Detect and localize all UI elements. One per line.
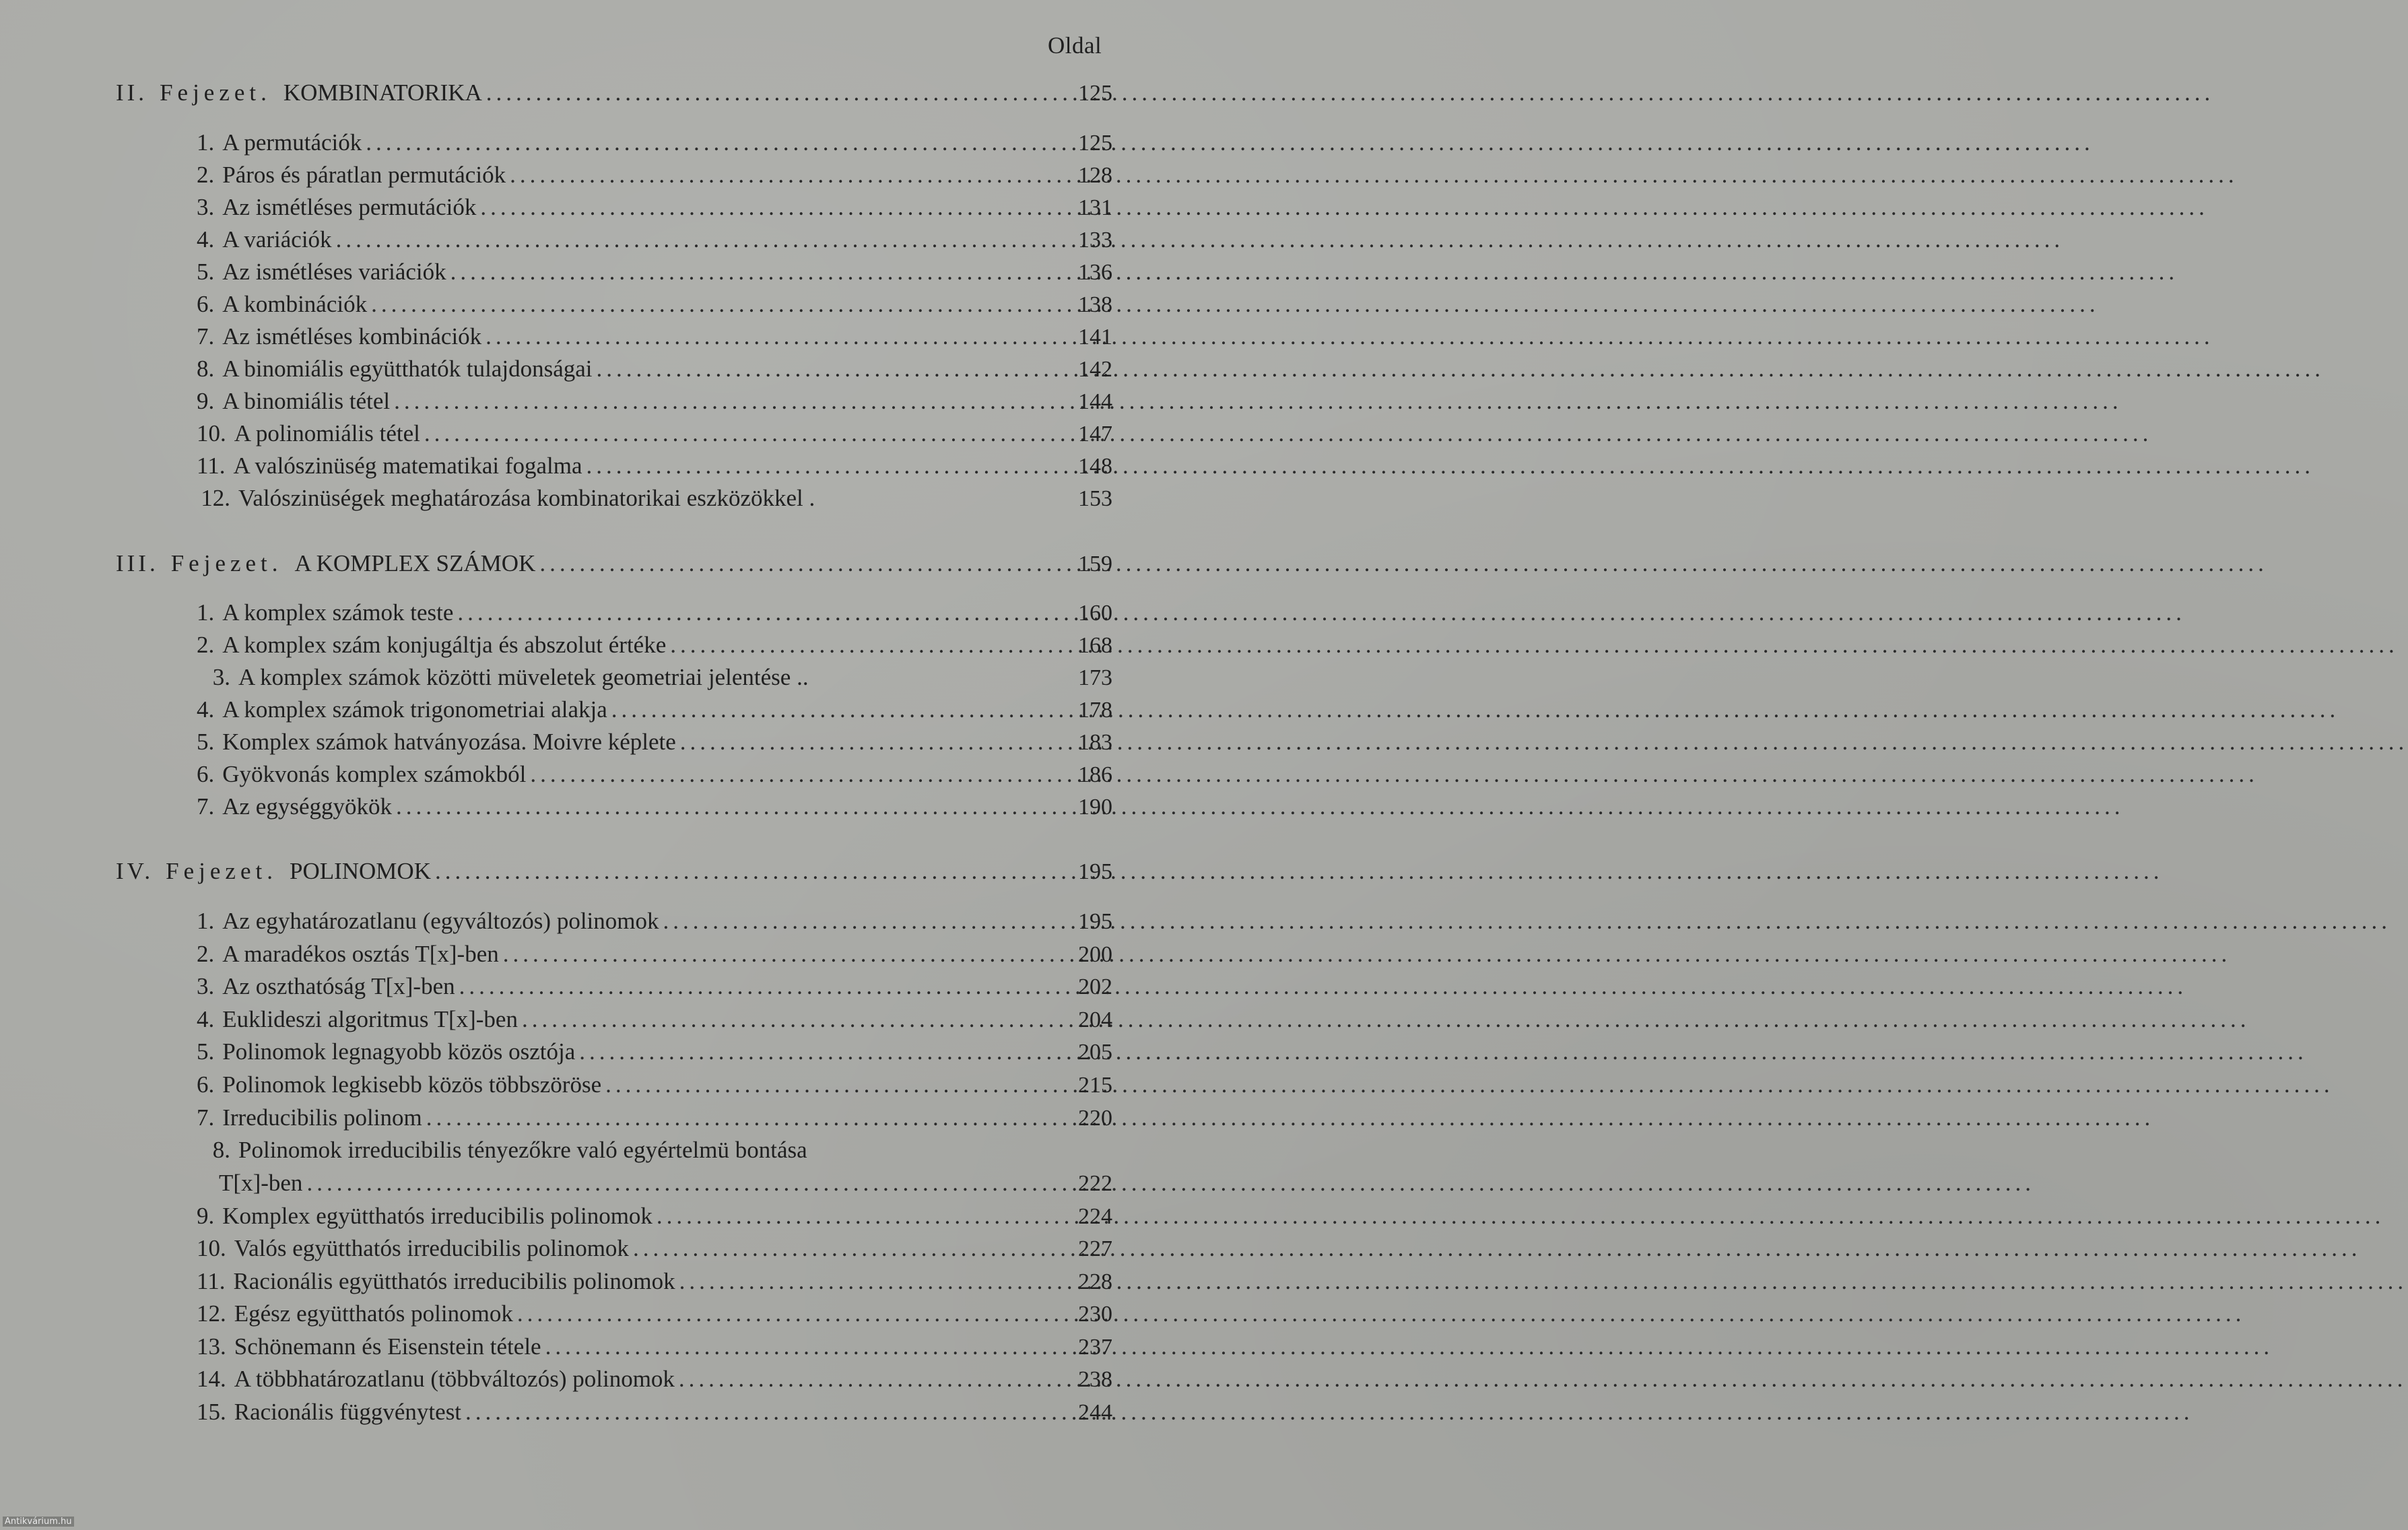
chapter-title: A KOMPLEX SZÁMOK — [294, 550, 536, 576]
toc-item — [197, 1006, 1112, 1038]
item-title: A többhatározatlanu (többváltozós) polinomok — [234, 1366, 675, 1392]
toc-item — [197, 941, 1112, 973]
item-number: 13. — [197, 1333, 226, 1360]
leader-dots — [663, 908, 1034, 935]
chapter-heading-iv — [116, 858, 1112, 890]
item-page: 195 — [1078, 909, 1112, 934]
item-number: 10. — [197, 420, 226, 446]
leader-dots — [396, 793, 1034, 820]
item-title-continuation: T[x]-ben — [219, 1170, 303, 1196]
chapter-word: Fejezet. — [166, 858, 277, 884]
item-title: A kombinációk — [222, 291, 368, 317]
item-title: Valós együtthatós irreducibilis polinomok — [234, 1235, 629, 1261]
chapter-roman: IV. — [116, 858, 154, 884]
item-page: 238 — [1078, 1367, 1112, 1392]
chapter-word: Fejezet. — [170, 550, 283, 576]
item-number: 4. — [197, 226, 215, 253]
item-page: 202 — [1078, 974, 1112, 999]
item-page: 125 — [1078, 131, 1112, 156]
item-page: 205 — [1078, 1040, 1112, 1065]
toc-item — [197, 664, 1112, 696]
item-title: Páros és páratlan permutációk — [222, 162, 506, 188]
toc-item — [197, 323, 1112, 356]
item-page: 183 — [1078, 730, 1112, 755]
item-title: A komplex számok teste — [222, 599, 454, 626]
item-number: 2. — [197, 941, 215, 967]
item-page: 128 — [1078, 163, 1112, 188]
item-page: 144 — [1078, 389, 1112, 414]
chapter-page: 125 — [1078, 81, 1112, 106]
item-number: 11. — [197, 453, 226, 479]
item-page: 142 — [1078, 357, 1112, 382]
chapter-word: Fejezet. — [160, 79, 271, 106]
leader-dots — [530, 761, 1034, 788]
leader-dots — [522, 1006, 1034, 1033]
item-number: 9. — [197, 1203, 215, 1229]
toc-item — [197, 1071, 1112, 1104]
toc-item — [197, 973, 1112, 1005]
leader-dots — [486, 323, 1034, 350]
leader-dots — [426, 1104, 1034, 1131]
item-page: 227 — [1078, 1236, 1112, 1261]
leader-dots — [450, 259, 1034, 286]
item-title: Komplex együtthatós irreducibilis polinomok — [222, 1203, 653, 1229]
item-title: A komplex számok közötti müveletek geometriai jelentése .. — [238, 664, 809, 690]
item-title: Az egységgyökök — [222, 793, 393, 820]
toc-item — [197, 194, 1112, 226]
item-title: Euklideszi algoritmus T[x]-ben — [222, 1006, 518, 1032]
toc-item — [197, 356, 1112, 388]
item-title: A valószinüség matematikai fogalma — [233, 453, 582, 479]
toc-item — [197, 908, 1112, 940]
item-number: 6. — [197, 291, 215, 317]
item-page: 228 — [1078, 1269, 1112, 1294]
item-number: 5. — [197, 729, 215, 755]
item-page: 237 — [1078, 1335, 1112, 1360]
toc-item — [197, 259, 1112, 291]
leader-dots — [587, 453, 1035, 479]
toc-item — [197, 162, 1112, 194]
item-page: 173 — [1078, 665, 1112, 690]
toc-item-multiline — [197, 1137, 1112, 1169]
chapter-title: KOMBINATORIKA — [283, 79, 482, 106]
item-number: 9. — [197, 388, 215, 414]
item-number: 6. — [197, 1071, 215, 1098]
toc-item — [197, 729, 1112, 761]
item-title: A binomiális tétel — [222, 388, 391, 414]
toc-item — [197, 1366, 1112, 1398]
item-title: Az egyhatározatlanu (egyváltozós) polinomok — [222, 908, 659, 934]
item-number: 2. — [197, 162, 215, 188]
chapter-title: POLINOMOK — [289, 858, 431, 884]
toc-page — [0, 0, 1147, 1530]
toc-item — [197, 793, 1112, 826]
leader-dots — [633, 1235, 1034, 1262]
leader-dots — [503, 941, 1034, 968]
item-page: 186 — [1078, 762, 1112, 787]
toc-item — [197, 1268, 1112, 1300]
toc-item — [197, 1038, 1112, 1071]
item-page: 153 — [1078, 486, 1112, 511]
item-number: 1. — [197, 599, 215, 626]
toc-item — [197, 1300, 1112, 1333]
item-title: Az oszthatóság T[x]-ben — [222, 973, 455, 999]
leader-dots — [480, 194, 1034, 221]
item-title: A permutációk — [222, 129, 362, 156]
leader-dots — [486, 79, 1034, 106]
toc-item — [197, 453, 1112, 485]
chapter-heading-ii — [116, 79, 1112, 112]
item-page: 148 — [1078, 454, 1112, 479]
item-number: 6. — [197, 761, 215, 787]
item-title: Racionális együtthatós irreducibilis polinomok — [233, 1268, 675, 1294]
toc-item — [197, 1235, 1112, 1267]
item-number: 12. — [201, 485, 230, 511]
leader-dots — [596, 356, 1034, 382]
item-number: 4. — [197, 696, 215, 723]
item-page: 133 — [1078, 228, 1112, 253]
item-number: 7. — [197, 793, 215, 820]
toc-item — [197, 291, 1112, 323]
toc-item — [197, 696, 1112, 729]
item-number: 8. — [197, 356, 215, 382]
leader-dots — [306, 1170, 1034, 1197]
page-column-header: Oldal — [1048, 32, 1102, 59]
chapter-heading-iii — [116, 550, 1112, 583]
leader-dots — [657, 1203, 1034, 1230]
item-title: Komplex számok hatványozása. Moivre képlete — [222, 729, 676, 755]
item-page: 131 — [1078, 195, 1112, 220]
item-number: 1. — [197, 129, 215, 156]
item-number: 11. — [197, 1268, 226, 1294]
item-title: Valószinüségek meghatározása kombinatorikai eszközökkel . — [238, 485, 815, 511]
item-title: Schönemann és Eisenstein tétele — [234, 1333, 541, 1360]
item-page: 178 — [1078, 698, 1112, 723]
item-number: 7. — [197, 323, 215, 350]
toc-item — [197, 226, 1112, 259]
chapter-page: 195 — [1078, 859, 1112, 884]
item-page: 224 — [1078, 1204, 1112, 1229]
item-page: 222 — [1078, 1171, 1112, 1196]
item-title: Egész együtthatós polinomok — [234, 1300, 513, 1327]
item-number: 14. — [197, 1366, 226, 1392]
leader-dots — [517, 1300, 1034, 1327]
item-number: 5. — [197, 1038, 215, 1065]
item-number: 7. — [197, 1104, 215, 1131]
item-page: 141 — [1078, 325, 1112, 350]
item-title: Irreducibilis polinom — [222, 1104, 422, 1131]
toc-item — [197, 632, 1112, 664]
item-number: 3. — [197, 194, 215, 220]
item-title: Gyökvonás komplex számokból — [222, 761, 527, 787]
leader-dots — [457, 599, 1034, 626]
item-number: 12. — [197, 1300, 226, 1327]
leader-dots — [579, 1038, 1034, 1065]
toc-item-continuation — [197, 1170, 1112, 1202]
toc-item — [197, 485, 1112, 517]
toc-item — [197, 129, 1112, 162]
item-page: 147 — [1078, 422, 1112, 446]
leader-dots — [336, 226, 1034, 253]
leader-dots — [680, 729, 1034, 756]
item-title: A polinomiális tétel — [234, 420, 420, 446]
leader-dots — [679, 1268, 1034, 1295]
item-number: 8. — [212, 1137, 230, 1163]
leader-dots — [510, 162, 1034, 189]
item-page: 160 — [1078, 601, 1112, 626]
item-title: Polinomok legnagyobb közös osztója — [222, 1038, 576, 1065]
item-title: A variációk — [222, 226, 332, 253]
leader-dots — [371, 291, 1034, 318]
item-title: Az ismétléses permutációk — [222, 194, 477, 220]
item-number: 4. — [197, 1006, 215, 1032]
watermark: Antikvárium.hu — [3, 1517, 74, 1527]
item-page: 168 — [1078, 633, 1112, 658]
item-title: A binomiális együtthatók tulajdonságai — [222, 356, 593, 382]
toc-item — [197, 1203, 1112, 1235]
item-title: Polinomok irreducibilis tényezőkre való egyértelmü bontása — [238, 1137, 807, 1163]
item-title: A maradékos osztás T[x]-ben — [222, 941, 499, 967]
item-number: 5. — [197, 259, 215, 285]
item-title: Polinomok legkisebb közös többszöröse — [222, 1071, 602, 1098]
item-title: A komplex számok trigonometriai alakja — [222, 696, 607, 723]
item-page: 190 — [1078, 795, 1112, 820]
leader-dots — [670, 632, 1034, 659]
item-title: Az ismétléses kombinációk — [222, 323, 482, 350]
item-title: A komplex szám konjugáltja és abszolut értéke — [222, 632, 667, 658]
chapter-roman: III. — [116, 550, 159, 576]
item-title: Az ismétléses variációk — [222, 259, 446, 285]
leader-dots — [465, 1399, 1034, 1426]
chapter-roman: II. — [116, 79, 148, 106]
toc-item — [197, 1333, 1112, 1366]
leader-dots — [539, 550, 1034, 577]
item-number: 15. — [197, 1399, 226, 1425]
toc-item — [197, 761, 1112, 793]
toc-item — [197, 388, 1112, 420]
item-page: 220 — [1078, 1106, 1112, 1131]
leader-dots — [366, 129, 1034, 156]
item-page: 230 — [1078, 1302, 1112, 1327]
item-page: 244 — [1078, 1400, 1112, 1425]
leader-dots — [435, 858, 1034, 885]
toc-item — [197, 1104, 1112, 1137]
leader-dots — [545, 1333, 1034, 1360]
leader-dots — [394, 388, 1034, 415]
item-page: 138 — [1078, 292, 1112, 317]
item-number: 1. — [197, 908, 215, 934]
item-page: 200 — [1078, 942, 1112, 967]
leader-dots — [605, 1071, 1034, 1098]
item-number: 10. — [197, 1235, 226, 1261]
leader-dots — [424, 420, 1034, 447]
toc-item — [197, 420, 1112, 453]
item-number: 2. — [197, 632, 215, 658]
item-title: Racionális függvénytest — [234, 1399, 462, 1425]
leader-dots — [611, 696, 1034, 723]
chapter-page: 159 — [1078, 552, 1112, 576]
toc-item — [197, 599, 1112, 632]
item-page: 204 — [1078, 1007, 1112, 1032]
item-page: 136 — [1078, 260, 1112, 285]
item-number: 3. — [197, 973, 215, 999]
toc-item — [197, 1399, 1112, 1431]
leader-dots — [679, 1366, 1034, 1393]
item-page: 215 — [1078, 1073, 1112, 1098]
item-number: 3. — [212, 664, 230, 690]
leader-dots — [459, 973, 1034, 1000]
